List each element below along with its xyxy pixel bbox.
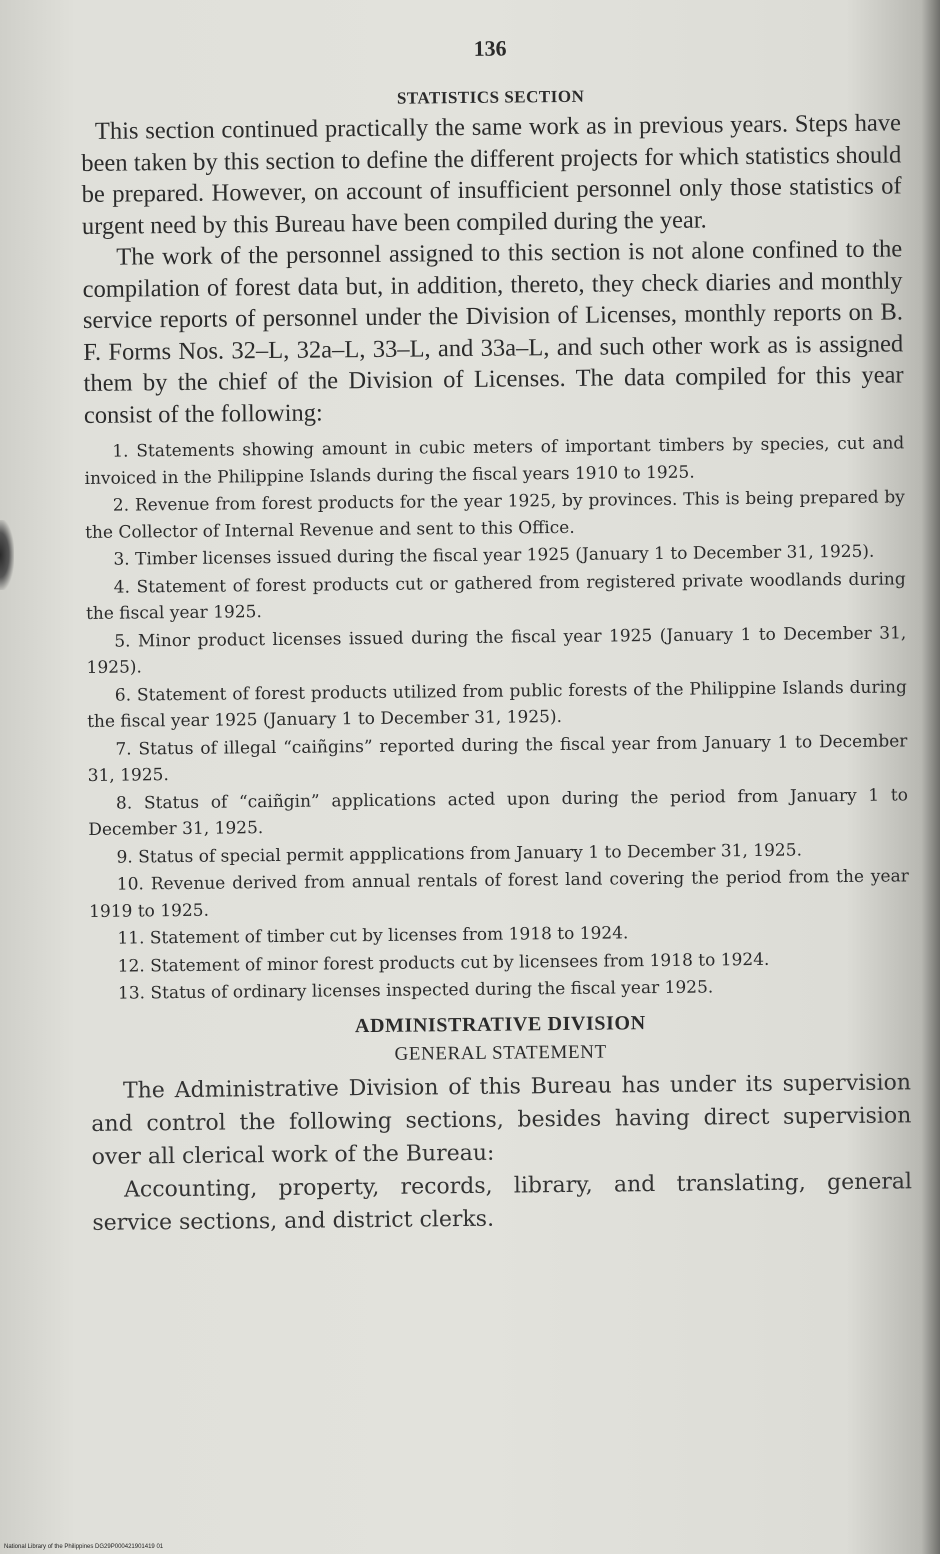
list-item: 5. Minor product licenses issued during the fiscal year 1925 (January 1 to December 31, 1925). xyxy=(86,622,907,678)
list-item: 9. Status of special permit appplications from January 1 to December 31, 1925. xyxy=(116,839,803,868)
administrative-paragraph: Accounting, property, records, library, and translating, general service sections, and district clerks. xyxy=(92,1168,913,1236)
list-item: 13. Status of ordinary licenses inspected during the fiscal year 1925. xyxy=(117,977,714,1004)
statistics-data-list xyxy=(84,430,910,1007)
list-item: 2. Revenue from forest products for the year 1925, by provinces. This is being prepared by the Collector of Internal Revenue and sent to this Office. xyxy=(85,487,905,543)
page-content xyxy=(80,31,913,1239)
list-item: 8. Status of “caiñgin” applications acted upon during the period from January 1 to December 31, 1925. xyxy=(88,784,909,840)
list-item: 1. Statements showing amount in cubic meters of important timbers by species, cut and invoiced in the Philippine Islands during the fiscal years 1910 to 1925. xyxy=(84,433,905,489)
statistics-paragraph: The work of the personnel assigned to this section is not alone confined to the compilation of forest data but, in addition, thereto, they check diaries and monthly service reports of personnel under the Division of Licenses, monthly reports on B. F. Forms Nos. 32–L, 32a–L, 33–L, and 33a–L, and such other work as is assigned them by the chief of the Division of Licenses. The data compiled for this year consist of the following: xyxy=(82,235,904,429)
page-number: 136 xyxy=(473,35,507,61)
statistics-paragraph: This section continued practically the same work as in previous years. Steps have been taken by this section to define the different projects for which statistics should be prepared. However, on account of insufficient personnel only those statistics of urgent need by this Bureau have been compiled during the year. xyxy=(81,109,902,240)
list-item: 11. Statement of timber cut by licenses from 1918 to 1924. xyxy=(117,923,629,949)
list-item: 12. Statement of minor forest products cut by licensees from 1918 to 1924. xyxy=(117,949,770,977)
general-statement-heading: GENERAL STATEMENT xyxy=(394,1041,607,1065)
list-item: 7. Status of illegal “caiñgins” reported during the fiscal year from January 1 to December 31, 1925. xyxy=(87,730,908,786)
list-item: 3. Timber licenses issued during the fiscal year 1925 (January 1 to December 31, 1925). xyxy=(113,541,875,570)
library-credit-footer: National Library of the Philippines DG29P000421901419 01 xyxy=(4,1544,164,1550)
list-item: 6. Statement of forest products utilized from public forests of the Philippine Islands during the fiscal year 1925 (January 1 to December 31, 1925). xyxy=(87,676,907,732)
administrative-paragraph: The Administrative Division of this Bureau has under its supervision and control the following sections, besides having direct supervision over all clerical work of the Bureau: xyxy=(91,1069,912,1170)
list-item: 10. Revenue derived from annual rentals of forest land covering the period from the year 1919 to 1925. xyxy=(89,866,909,922)
list-item: 4. Statement of forest products cut or gathered from registered private woodlands during the fiscal year 1925. xyxy=(85,568,906,624)
administrative-division-heading: ADMINISTRATIVE DIVISION xyxy=(354,1011,646,1037)
statistics-section-heading: STATISTICS SECTION xyxy=(396,86,585,108)
